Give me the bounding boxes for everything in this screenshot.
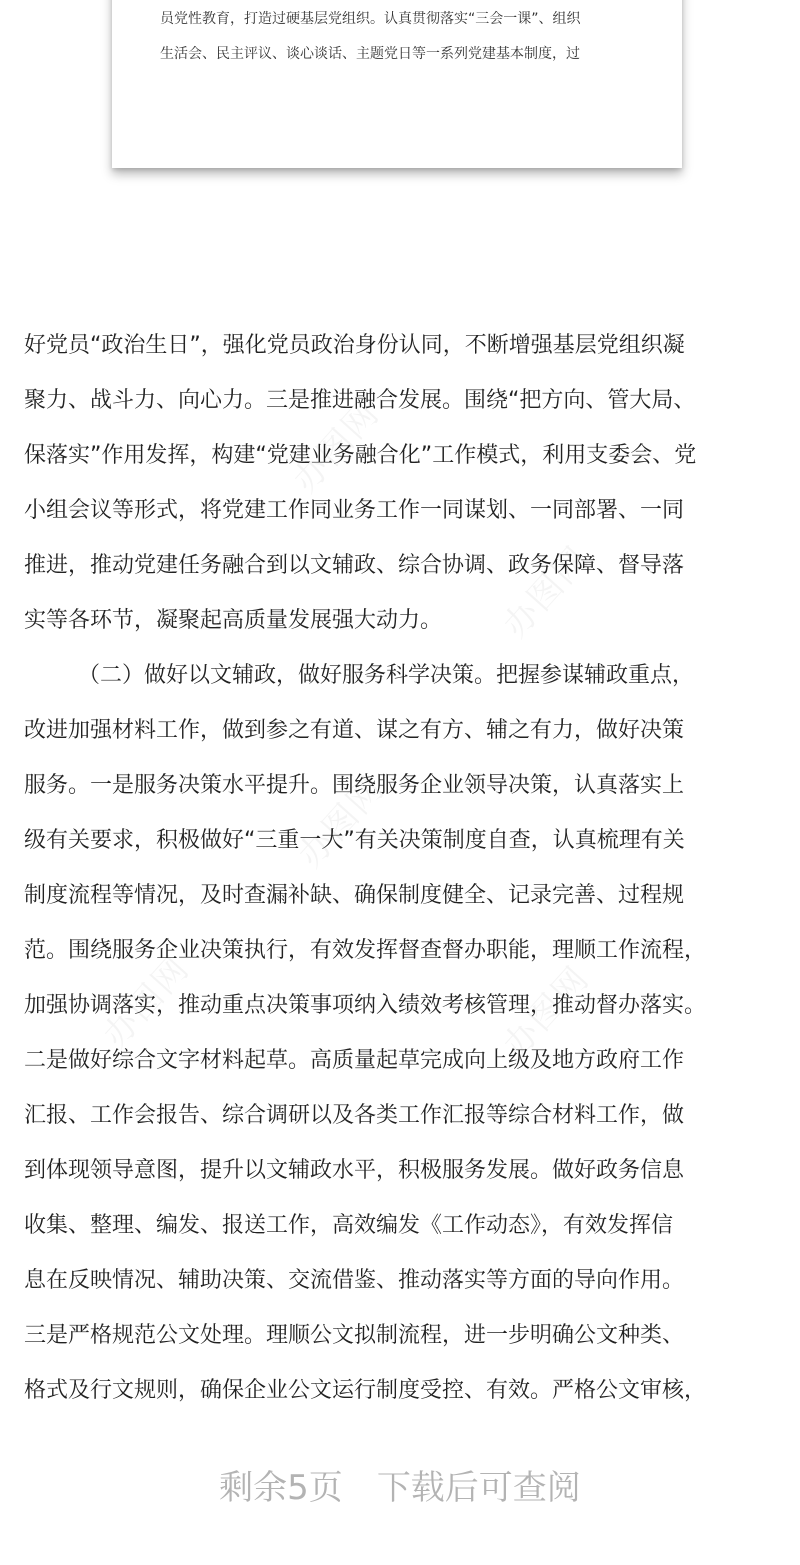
body-line: 制度流程等情况，及时查漏补缺、确保制度健全、记录完善、过程规 [24,883,685,908]
body-line: 息在反映情况、辅助决策、交流借鉴、推动落实等方面的导向作用。 [24,1268,685,1293]
body-line: 好党员“政治生日”，强化党员政治身份认同，不断增强基层党组织凝 [24,333,685,358]
preview-line-1: 员党性教育，打造过硬基层党组织。认真贯彻落实“三会一课”、组织 [160,11,581,27]
body-line: 收集、整理、编发、报送工作，高效编发《工作动态》，有效发挥信 [24,1213,674,1238]
body-line: 推进，推动党建任务融合到以文辅政、综合协调、政务保障、督导落 [24,553,685,578]
watermark-text [490,533,599,646]
section-heading-line: （二）做好以文辅政，做好服务科学决策。把握参谋辅政重点， [78,663,695,688]
body-line: 二是做好综合文字材料起草。高质量起草完成向上级及地方政府工作 [24,1048,685,1073]
body-line: 实等各环节，凝聚起高质量发展强大动力。 [24,608,443,633]
preview-line-2: 生活会、民主评议、谈心谈话、主题党日等一系列党建基本制度，过 [160,46,580,62]
body-line: 聚力、战斗力、向心力。三是推进融合发展。围绕“把方向、管大局、 [24,388,696,413]
body-line: 加强协调落实，推动重点决策事项纳入绩效考核管理，推动督办落实。 [24,993,707,1018]
body-line: 范。围绕服务企业决策执行，有效发挥督查督办职能，理顺工作流程， [24,938,707,963]
download-prompt[interactable] [0,1466,800,1510]
download-to-view-label: 下载后可查阅 [376,1468,581,1508]
body-line: 改进加强材料工作，做到参之有道、谋之有方、辅之有力，做好决策 [24,718,685,743]
body-line: 服务。一是服务决策水平提升。围绕服务企业领导决策，认真落实上 [24,773,685,798]
body-line: 级有关要求，积极做好“三重一大”有关决策制度自查，认真梳理有关 [24,828,685,853]
body-line: 汇报、工作会报告、综合调研以及各类工作汇报等综合材料工作，做 [24,1103,685,1128]
body-line: 保落实”作用发挥，构建“党建业务融合化”工作模式，利用支委会、党 [24,443,697,468]
body-line: 小组会议等形式，将党建工作同业务工作一同谋划、一同部署、一同 [24,498,685,523]
body-line: 格式及行文规则，确保企业公文运行制度受控、有效。严格公文审核， [24,1378,707,1403]
preview-page-card [112,0,682,168]
body-line: 三是严格规范公文处理。理顺公文拟制流程，进一步明确公文种类、 [24,1323,685,1348]
remaining-pages-label: 剩余5页 [219,1468,343,1508]
body-line: 到体现领导意图，提升以文辅政水平，积极服务发展。做好政务信息 [24,1158,685,1183]
